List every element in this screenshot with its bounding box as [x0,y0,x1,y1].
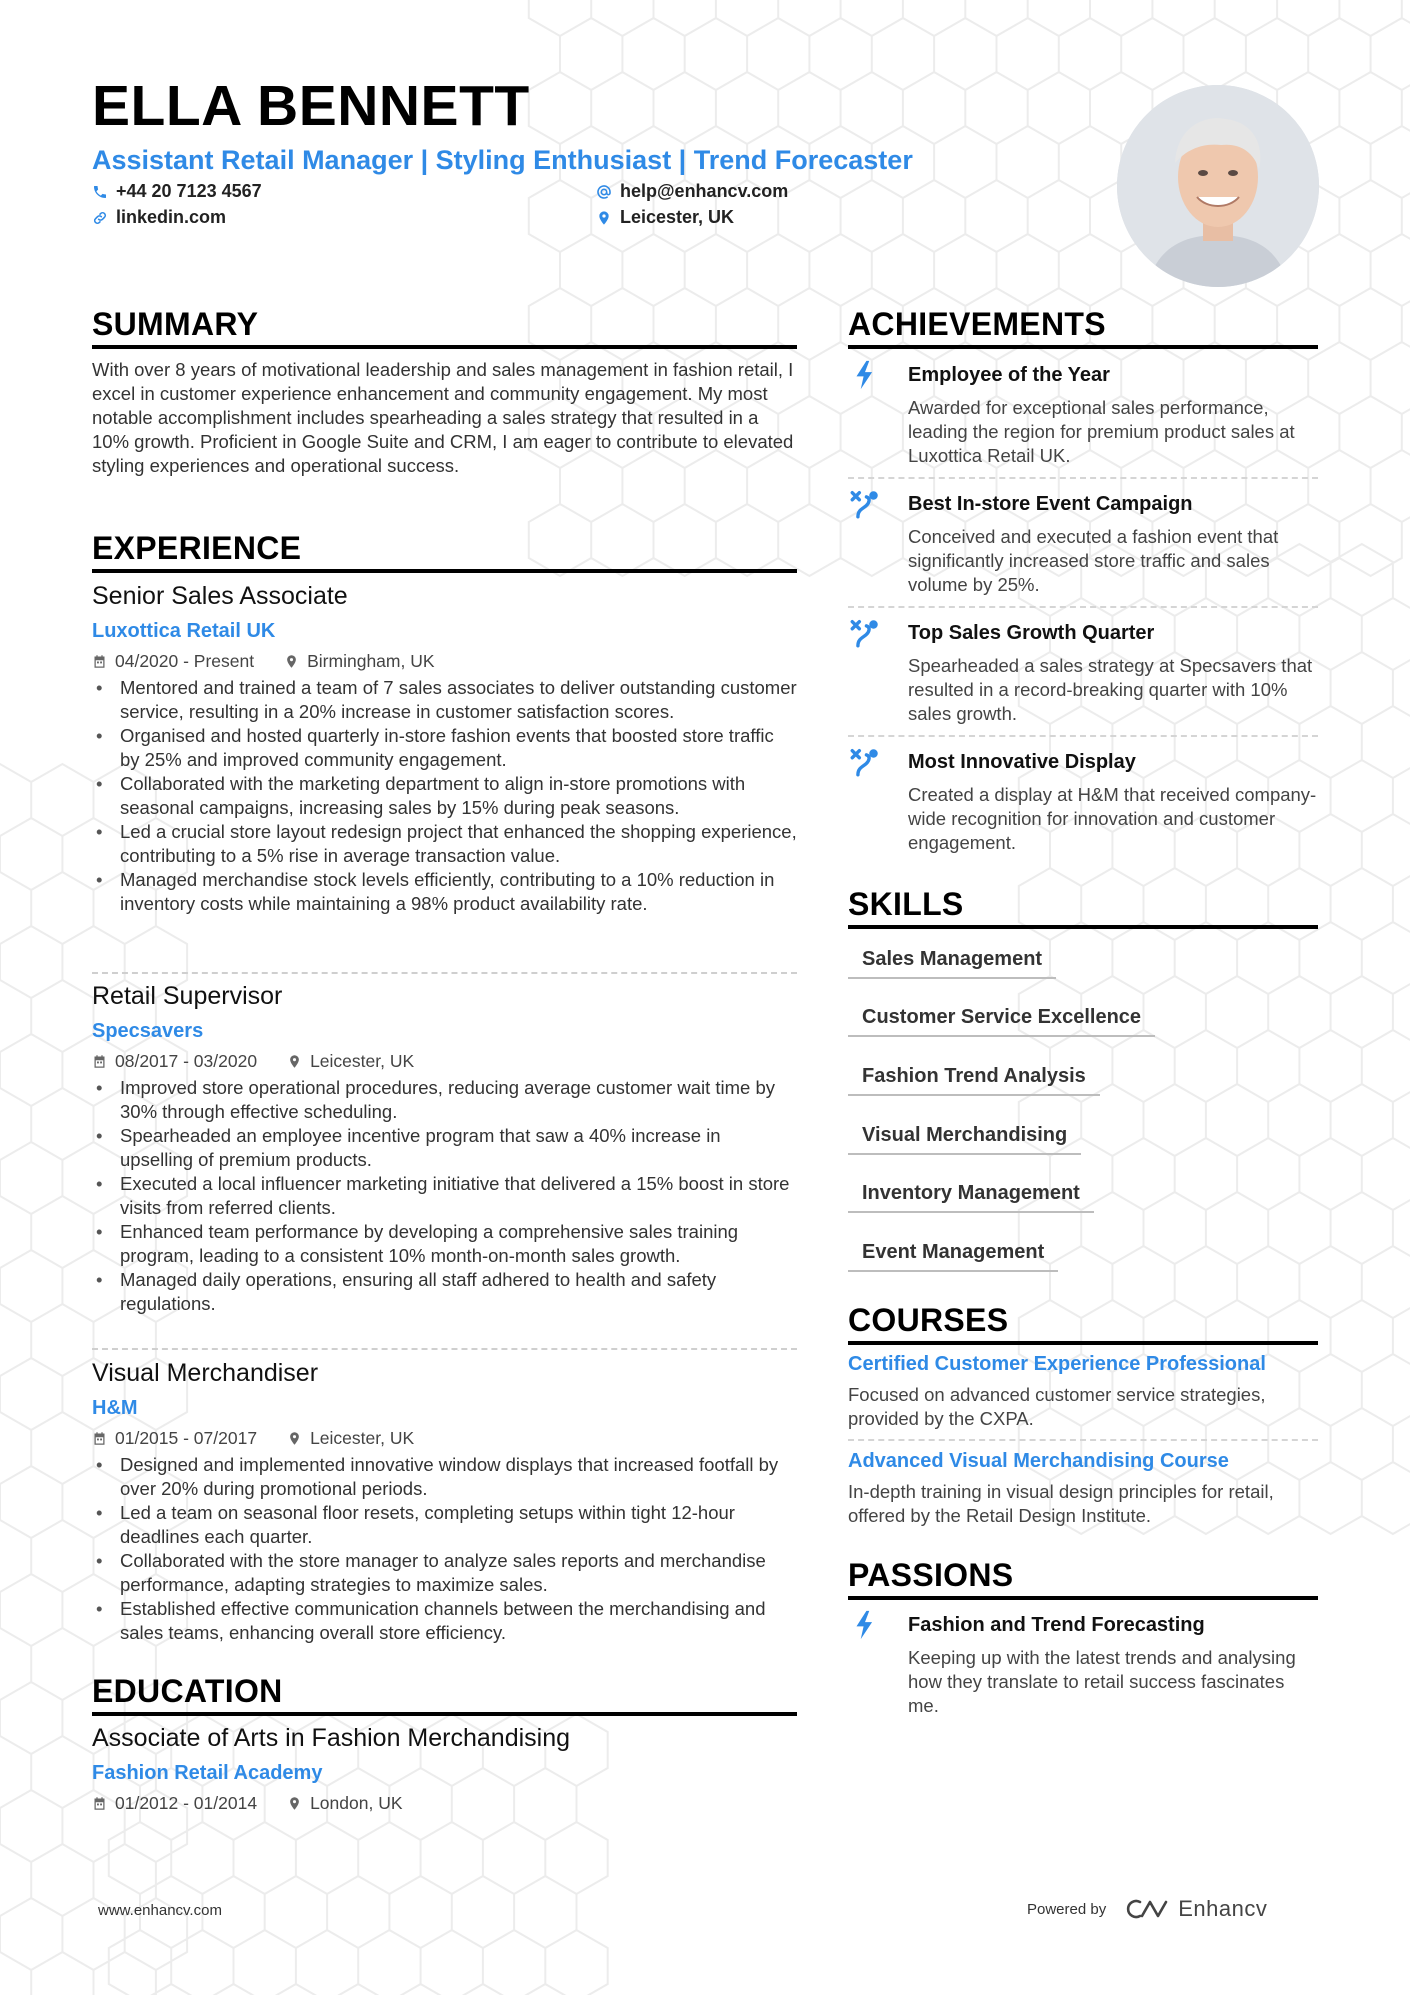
section-title-experience: EXPERIENCE [92,530,302,566]
education-dates [92,1790,257,1816]
list-item: • Executed a local influencer marketing initiative that delivered a 15% boost in store visits from referred clients. [92,1172,797,1220]
passion-desc: Keeping up with the latest trends and analysing how they translate to retail success fascinates me. [908,1647,1296,1716]
job-location [287,1048,414,1074]
contact-location [596,207,734,228]
achievement-item [848,745,1318,855]
education-meta [92,1790,797,1816]
route-icon [848,487,882,521]
location-pin-icon [287,1796,302,1811]
candidate-name: ELLA BENNETT [92,74,530,138]
experience-entry [92,578,797,916]
school-name: Fashion Retail Academy [92,1762,323,1784]
enhancv-logo-icon [1120,1897,1168,1921]
calendar-icon [92,1054,107,1069]
achievement-title: Employee of the Year [908,364,1110,386]
section-rule [848,925,1318,929]
job-company: Luxottica Retail UK [92,620,276,642]
calendar-icon [92,654,107,669]
entry-divider [92,972,797,974]
job-title: Retail Supervisor [92,982,283,1010]
list-item: • Collaborated with the store manager to analyze sales reports and merchandise performance, adapting strategies to maximize sales. [92,1549,797,1597]
section-title-education: EDUCATION [92,1673,283,1709]
enhancv-logo [1120,1896,1267,1922]
achievement-desc: Spearheaded a sales strategy at Specsavers that resulted in a record-breaking quarter with 10% sales growth. [908,655,1313,724]
achievement-title: Best In-store Event Campaign [908,493,1193,515]
list-item: • Enhanced team performance by developing a comprehensive sales training program, leading to a consistent 10% month-on-month sales growth. [92,1220,797,1268]
job-location-text: Leicester, UK [310,1051,415,1071]
skill-tag: Customer Service Excellence [848,999,1155,1037]
job-dates [92,1425,257,1451]
section-title-achievements: ACHIEVEMENTS [848,306,1106,342]
at-icon [596,184,612,200]
job-location-text: Leicester, UK [310,1428,415,1448]
section-title-courses: COURSES [848,1302,1009,1338]
education-location-text: London, UK [310,1793,403,1813]
achievement-desc: Conceived and executed a fashion event that significantly increased store traffic and sales volume by 25%. [908,526,1279,595]
job-location-text: Birmingham, UK [307,651,435,671]
profile-photo [1117,85,1319,287]
lightning-icon [848,1608,882,1642]
job-title: Visual Merchandiser [92,1359,319,1387]
list-item: • Led a team on seasonal floor resets, completing setups within tight 12-hour deadlines each quarter. [92,1501,797,1549]
job-company: Specsavers [92,1020,204,1042]
list-item: • Established effective communication channels between the merchandising and sales teams, enhancing overall store efficiency. [92,1597,797,1645]
summary-text: With over 8 years of motivational leadership and sales management in fashion retail, I excel in customer experience enhancement and community engagement. My most notable accomplishment includes spearheading a sales strategy that resulted in a 10% growth. Proficient in Google Suite and CRM, I am eager to contribute to elevated styling experiences and operational success. [92,359,794,476]
phone-text: +44 20 7123 4567 [116,181,262,201]
section-rule [848,345,1318,349]
brand-name: Enhancv [1178,1896,1268,1921]
course-desc: In-depth training in visual design principles for retail, offered by the Retail Design Institute. [848,1481,1274,1526]
section-rule [92,345,797,349]
job-title: Senior Sales Associate [92,582,348,610]
link-icon [92,210,108,226]
section-rule [848,1341,1318,1345]
section-rule [92,569,797,573]
location-pin-icon [596,210,612,226]
job-dates-text: 08/2017 - 03/2020 [115,1051,258,1071]
job-company: H&M [92,1397,138,1419]
achievement-desc: Created a display at H&M that received company-wide recognition for innovation and customer engagement. [908,784,1317,853]
achievement-desc: Awarded for exceptional sales performance, leading the region for premium product sales at Luxottica Retail UK. [908,397,1295,466]
job-bullets [92,1076,797,1316]
list-item: • Managed daily operations, ensuring all staff adhered to health and safety regulations. [92,1268,797,1316]
course-title: Advanced Visual Merchandising Course [848,1450,1229,1472]
section-title-passions: PASSIONS [848,1557,1014,1593]
job-meta [92,1048,797,1074]
job-meta [92,1425,797,1451]
contact-linkedin[interactable] [92,207,226,228]
calendar-icon [92,1796,107,1811]
list-item: • Improved store operational procedures, reducing average customer wait time by 30% through effective scheduling. [92,1076,797,1124]
list-item: • Organised and hosted quarterly in-store fashion events that boosted store traffic by 25% and improved community engagement. [92,724,797,772]
passion-item [848,1608,1318,1718]
contact-phone[interactable] [92,181,262,202]
list-item: • Designed and implemented innovative window displays that increased footfall by over 20% during promotional periods. [92,1453,797,1501]
location-pin-icon [284,654,299,669]
location-pin-icon [287,1431,302,1446]
job-dates-text: 01/2015 - 07/2017 [115,1428,258,1448]
location-text: Leicester, UK [620,207,735,227]
degree-title: Associate of Arts in Fashion Merchandising [92,1724,571,1752]
entry-divider [92,1348,797,1350]
job-dates-text: 04/2020 - Present [115,651,255,671]
job-dates [92,1048,257,1074]
achievement-title: Most Innovative Display [908,751,1136,773]
entry-divider [848,606,1318,608]
location-pin-icon [287,1054,302,1069]
footer-website[interactable]: www.enhancv.com [98,1902,222,1919]
skill-tag: Visual Merchandising [848,1117,1081,1155]
list-item: • Managed merchandise stock levels efficiently, contributing to a 10% reduction in inventory costs while maintaining a 98% product availability rate. [92,868,797,916]
section-rule [92,1712,797,1716]
candidate-headline: Assistant Retail Manager | Styling Enthusiast | Trend Forecaster [92,145,913,175]
education-dates-text: 01/2012 - 01/2014 [115,1793,258,1813]
list-item: • Spearheaded an employee incentive program that saw a 40% increase in upselling of premium products. [92,1124,797,1172]
powered-by-label: Powered by [1027,1900,1107,1918]
education-entry [92,1720,797,1816]
job-location [287,1425,414,1451]
skill-tag: Fashion Trend Analysis [848,1058,1100,1096]
email-text: help@enhancv.com [620,181,789,201]
lightning-icon [848,358,882,392]
job-dates [92,648,254,674]
course-title: Certified Customer Experience Professional [848,1353,1266,1375]
linkedin-text: linkedin.com [116,207,227,227]
footer-branding[interactable] [1027,1896,1267,1922]
portrait-illustration [1117,85,1319,287]
phone-icon [92,184,108,200]
entry-divider [848,1439,1318,1441]
passion-title: Fashion and Trend Forecasting [908,1614,1205,1636]
contact-email[interactable] [596,181,788,202]
achievement-title: Top Sales Growth Quarter [908,622,1155,644]
experience-entry [92,978,797,1316]
route-icon [848,616,882,650]
skill-tag: Sales Management [848,941,1056,979]
achievement-item [848,616,1318,726]
job-bullets [92,676,797,916]
skill-tag: Inventory Management [848,1175,1094,1213]
list-item: • Collaborated with the marketing department to align in-store promotions with seasonal campaigns, increasing sales by 15% during peak seasons. [92,772,797,820]
list-item: • Led a crucial store layout redesign project that enhanced the shopping experience, contributing to a 5% rise in average transaction value. [92,820,797,868]
job-bullets [92,1453,797,1645]
calendar-icon [92,1431,107,1446]
section-title-skills: SKILLS [848,886,964,922]
job-meta [92,648,797,674]
skill-tag: Event Management [848,1234,1058,1272]
entry-divider [848,735,1318,737]
education-location [287,1790,402,1816]
achievement-item [848,487,1318,597]
section-rule [848,1596,1318,1600]
route-icon [848,745,882,779]
course-desc: Focused on advanced customer service strategies, provided by the CXPA. [848,1384,1266,1429]
list-item: • Mentored and trained a team of 7 sales associates to deliver outstanding customer service, resulting in a 20% increase in customer satisfaction scores. [92,676,797,724]
section-title-summary: SUMMARY [92,306,259,342]
job-location [284,648,434,674]
entry-divider [848,477,1318,479]
achievement-item [848,358,1318,468]
experience-entry [92,1355,797,1645]
